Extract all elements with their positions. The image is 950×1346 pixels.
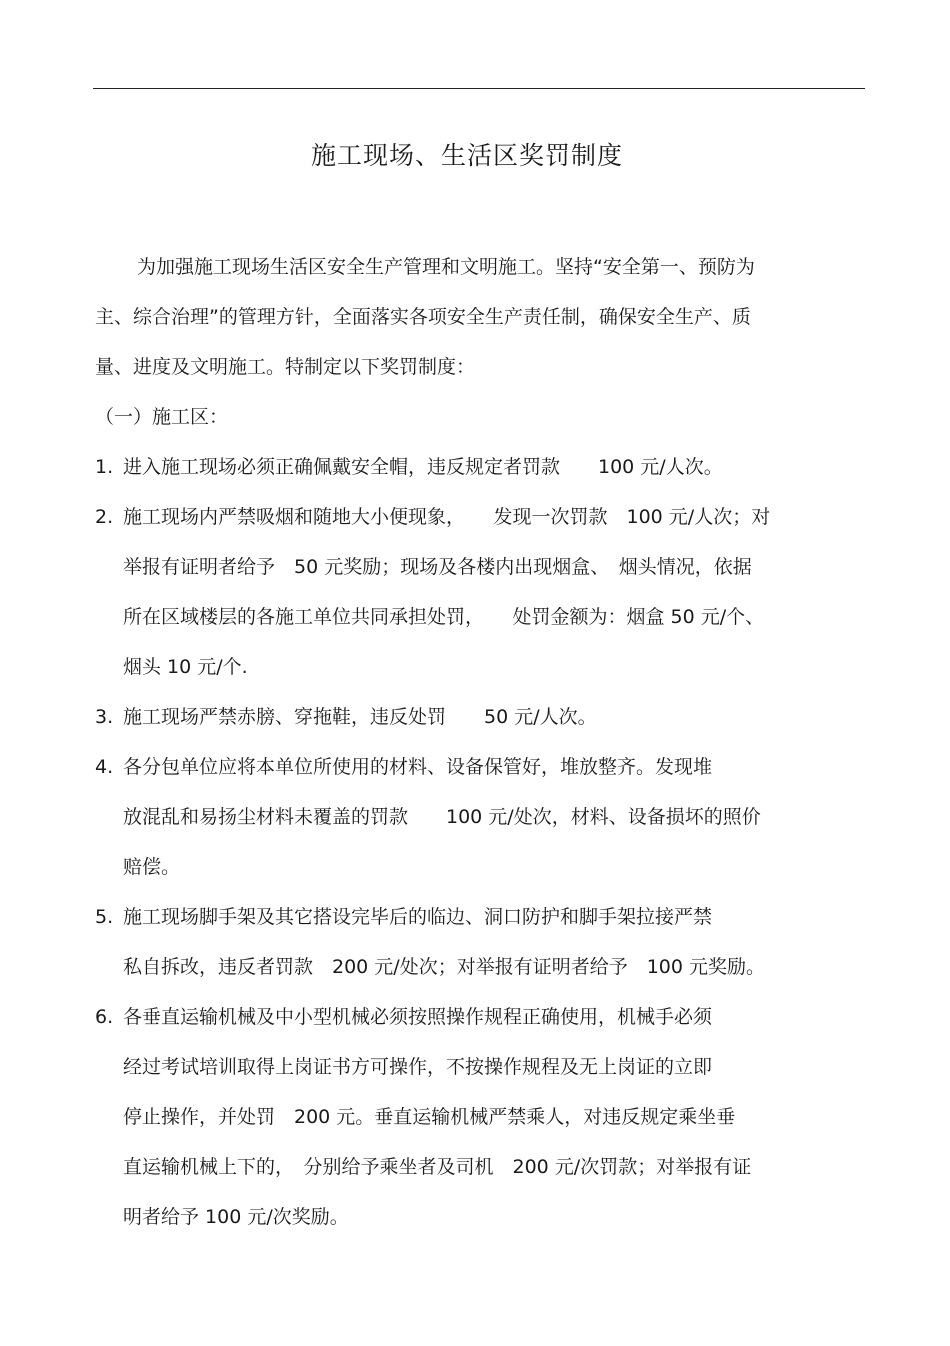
document-title: 施工现场、生活区奖罚制度 xyxy=(310,141,623,170)
item-number: 6. xyxy=(95,1006,114,1028)
item-line: 施工现场脚手架及其它搭设完毕后的临边、洞口防护和脚手架拉接严禁 xyxy=(123,906,713,928)
item-line: 停止操作，并处罚 200 元。垂直运输机械严禁乘人，对违反规定乘坐垂 xyxy=(123,1106,736,1128)
intro-line-3: 量、进度及文明施工。特制定以下奖罚制度： xyxy=(95,356,476,378)
item-number: 2. xyxy=(95,506,114,528)
item-line: 施工现场内严禁吸烟和随地大小便现象， 发现一次罚款 100 元/人次；对 xyxy=(123,506,771,528)
intro-line-1: 为加强施工现场生活区安全生产管理和文明施工。坚持“安全第一、预防为 xyxy=(137,256,755,278)
item-number: 3. xyxy=(95,706,114,728)
item-number: 1. xyxy=(95,456,114,478)
item-line: 直运输机械上下的， 分别给予乘坐者及司机 200 元/次罚款；对举报有证 xyxy=(123,1156,752,1178)
item-number: 4. xyxy=(95,756,114,778)
item-line: 烟头 10 元/个. xyxy=(123,656,248,678)
item-line: 各分包单位应将本单位所使用的材料、设备保管好，堆放整齐。发现堆 xyxy=(123,756,713,778)
item-line: 明者给予 100 元/次奖励。 xyxy=(123,1206,349,1228)
item-line: 进入施工现场必须正确佩戴安全帽，违反规定者罚款 100 元/人次。 xyxy=(123,456,723,478)
item-number: 5. xyxy=(95,906,114,928)
item-line: 赔偿。 xyxy=(123,856,181,878)
item-line: 举报有证明者给予 50 元奖励；现场及各楼内出现烟盒、 烟头情况，依据 xyxy=(123,556,752,578)
item-line: 施工现场严禁赤膀、穿拖鞋，违反处罚 50 元/人次。 xyxy=(123,706,597,728)
item-line: 各垂直运输机械及中小型机械必须按照操作规程正确使用，机械手必须 xyxy=(123,1006,713,1028)
item-line: 放混乱和易扬尘材料未覆盖的罚款 100 元/处次，材料、设备损坏的照价 xyxy=(123,806,761,828)
section-heading: （一）施工区： xyxy=(95,406,229,428)
intro-line-2: 主、综合治理”的管理方针，全面落实各项安全生产责任制，确保安全生产、质 xyxy=(95,306,751,328)
item-line: 私自拆改，违反者罚款 200 元/处次；对举报有证明者给予 100 元奖励。 xyxy=(123,956,766,978)
item-line: 所在区域楼层的各施工单位共同承担处罚， 处罚金额为：烟盒 50 元/个、 xyxy=(123,606,765,628)
header-rule xyxy=(93,88,865,89)
item-line: 经过考试培训取得上岗证书方可操作，不按操作规程及无上岗证的立即 xyxy=(123,1056,713,1078)
